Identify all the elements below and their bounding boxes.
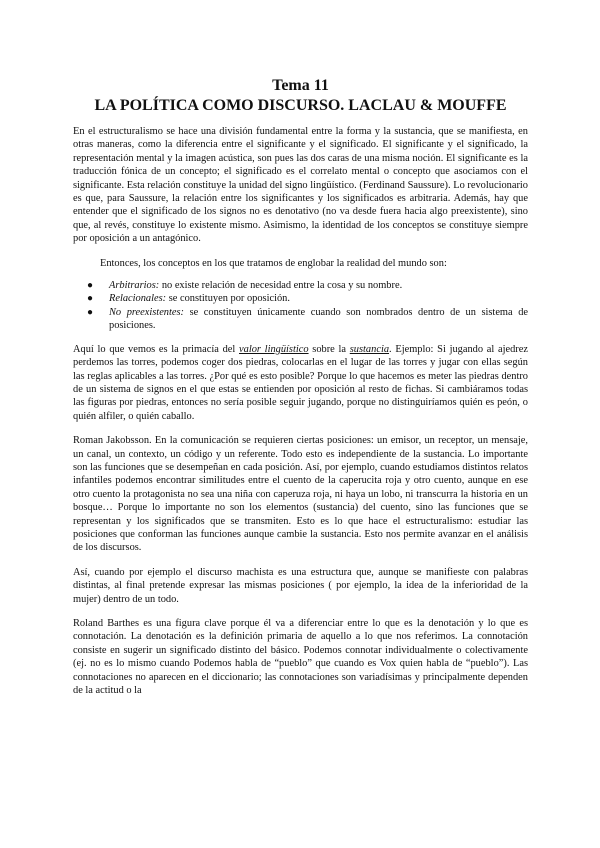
document-title-line1: Tema 11 [272,77,329,94]
list-item-term: Relacionales: [109,293,167,305]
chess-paragraph-post: . Ejemplo: Si jugando al ajedrez perdemos las torres, podemos coger dos piedras, colocarlas en el lugar de las torres y jugar con ellas según las reglas aplicables a las torres. ¿Por qué es esto posible? Porque lo que hacemos es meter las piedras dentro de un sistema de signos en el que estas se entienden por oposición al resto de fichas. Si cambiáramos todas las figuras por piedras, entonces no sería posible seguir jugando, porque no distinguiríamos quién es peón, o quién alfiler, o quién caballo. [73,343,528,422]
jakobson-paragraph: Roman Jakobsson. En la comunicación se requieren ciertas posiciones: un emisor, un receptor, un mensaje, un canal, un contexto, un código y un referente. Todo esto es independiente de la sustancia. Lo importante son las funciones que se desempeñan en cada posición. Así, por ejemplo, cuando estudiamos distintos relatos infantiles podemos encontrar similitudes entre el cuento de la caperucita roja y otro cuento, aunque en ese otro cuento la protagonista no sea una niña con caperuza roja, ni haya un lobo, ni transcurra la historia en un bosque… Porque lo importante no son los elementos (sustancia) del cuento, sino las funciones que se representan y los significados que se transmiten. Esto es lo que hace el estructuralismo: estudiar las posiciones que conforman las funciones aunque cambie la sustancia. Esto nos permite avanzar en el análisis de los discursos. [73,435,528,554]
barthes-paragraph: Roland Barthes es una figura clave porque él va a diferenciar entre lo que es la denotación y lo que es connotación. La denotación es la definición primaria de aquello a lo que nos referimos. La connotación consiste en sugerir un significado distinto del básico. Podemos connotar individualmente o colectivamente (ej. no es lo mismo cuando Podemos habla de “pueblo” que cuando es Vox quien habla de “pueblo”). Las connotaciones no aparecen en el diccionario; las connotaciones son variadísimas y principalmente dependen de la actitud o la [73,618,528,697]
document-title-line2: LA POLÍTICA COMO DISCURSO. LACLAU & MOUFFE [94,97,507,114]
bullet-icon: ● [87,293,94,305]
list-intro-paragraph: Entonces, los conceptos en los que tratamos de englobar la realidad del mundo son: [100,257,447,269]
chess-example-paragraph [73,343,528,423]
document-page [73,70,528,697]
keyword-valor-linguistico: valor lingüístico [239,343,309,355]
list-item-text: se constituyen por oposición. [166,293,290,305]
list-item-text: no existe relación de necesidad entre la cosa y su nombre. [159,280,403,292]
list-item [73,292,528,305]
chess-paragraph-pre: Aquí lo que vemos es la primacía del [73,343,240,355]
keyword-sustancia: sustancia [349,343,390,355]
list-item-text: se constituyen únicamente cuando son nombrados dentro de un sistema de posiciones. [109,306,528,332]
list-item [73,279,528,292]
list-item-term: No preexistentes: [109,306,185,318]
intro-paragraph: En el estructuralismo se hace una división fundamental entre la forma y la sustancia, que se manifiesta, en otras maneras, como la diferencia entre el significante y el significado. El significante y el significado, la representación mental y la imagen acústica, son pues las dos caras de una misma noción. El significante es la traducción fónica de un concepto; el significado es el correlato mental o concepto que asociamos con el significante. Esta relación constituye la unidad del signo lingüístico. (Ferdinand Saussure). Lo revolucionario es que, para Saussure, la relación entre los significantes y los significados es arbitraria. Además, hay que entender que el significado de los signos no es denotativo (no va desde fuera hacia algo preexistente), sino que, al revés, constituye lo existente mismo. Asimismo, la identidad de los conceptos se constituye siempre por oposición a un antagónico. [73,126,528,245]
bullet-icon: ● [87,280,94,292]
list-item [73,306,528,333]
bullet-icon: ● [87,306,94,318]
chess-paragraph-mid: sobre la [308,343,350,355]
concepts-list [73,279,528,333]
machista-paragraph: Así, cuando por ejemplo el discurso machista es una estructura que, aunque se manifieste con palabras distintas, al final pretende expresar las mismas posiciones ( por ejemplo, la idea de la inferioridad de la mujer) dentro de un todo. [73,566,528,605]
list-item-term: Arbitrarios: [109,280,160,292]
